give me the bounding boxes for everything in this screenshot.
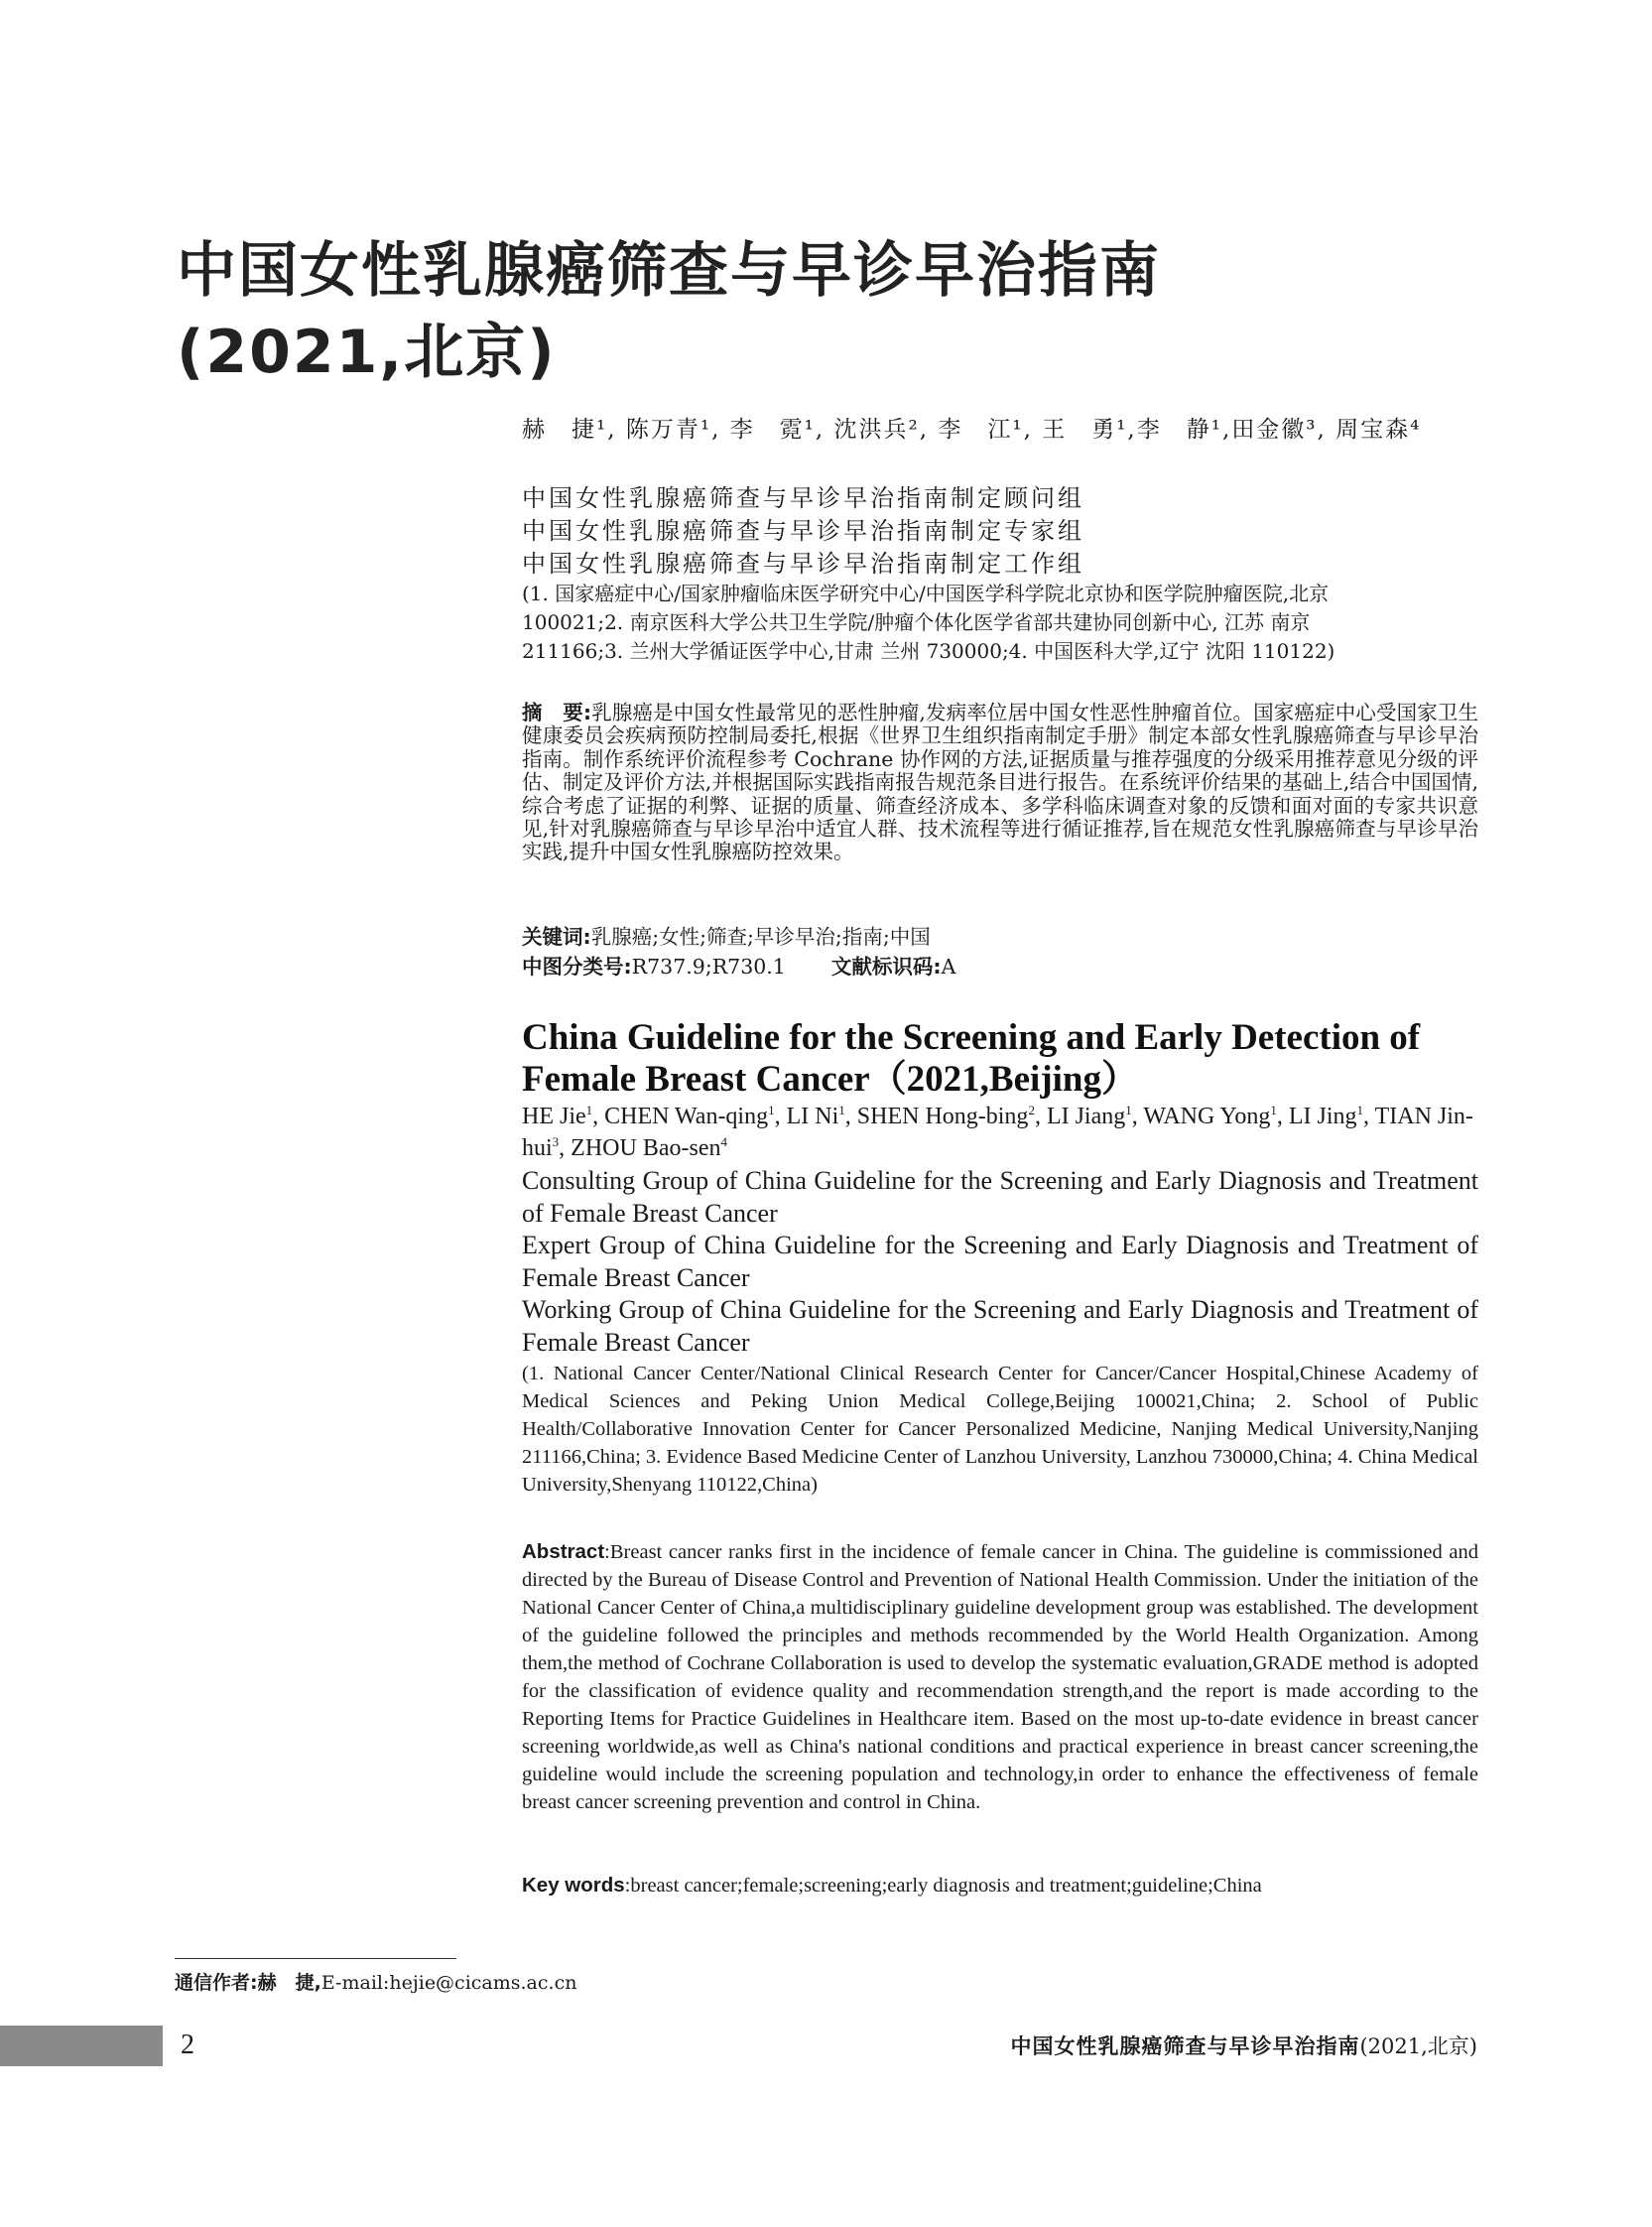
corresponding-author-footnote xyxy=(175,1970,576,1996)
en-group-expert: Expert Group of China Guideline for the Screening and Early Diagnosis and Treatment of Female Breast Cancer xyxy=(522,1231,1478,1292)
en-group-list xyxy=(522,1165,1478,1359)
en-author-list: HE Jie$^1$, CHEN Wan-qing$^1$, LI Ni$^1$, SHEN Hong-bing$^2$, LI Jiang$^1$, WANG Yong$^1$, LI Jing$^1$, TIAN Jin-hui$^3$, ZHOU Bao-sen$^4$ xyxy=(522,1103,1473,1161)
title-line-1: 中国女性乳腺癌筛查与早诊早治指南 xyxy=(177,236,1161,306)
en-author: LI Jiang$^1$ xyxy=(1046,1103,1132,1129)
cn-abstract-text: 乳腺癌是中国女性最常见的恶性肿瘤,发病率位居中国女性恶性肿瘤首位。国家癌症中心受国家卫生健康委员会疾病预防控制局委托,根据《世界卫生组织指南制定手册》制定本部女性乳腺癌筛查与早诊早治指南。制作系统评价流程参考 Cochrane 协作网的方法,证据质量与推荐强度的分级采用推荐意见分级的评估、制定及评价方法,并根据国际实践指南报告规范条目进行报告。在系统评价结果的基础上,结合中国国情,综合考虑了证据的利弊、证据的质量、筛查经济成本、多学科临床调查对象的反馈和面对面的专家共识意见,针对乳腺癌筛查与早诊早治中适宜人群、技术流程等进行循证推荐,旨在规范女性乳腺癌筛查与早诊早治实践,提升中国女性乳腺癌防控效果。 xyxy=(522,701,1479,864)
en-abstract-label: Abstract xyxy=(522,1540,605,1563)
cn-group-expert: 中国女性乳腺癌筛查与早诊早治指南制定专家组 xyxy=(522,517,1084,545)
cn-affiliation-line: (1. 国家癌症中心/国家肿瘤临床医学研究中心/中国医学科学院北京协和医学院肿瘤医院,北京 xyxy=(522,582,1330,605)
en-author: LI Ni$^1$ xyxy=(786,1103,845,1129)
paper-title xyxy=(177,230,1466,393)
footnote-email: E-mail:hejie@cicams.ac.cn xyxy=(320,1972,577,1994)
cn-abstract-label: 摘 要: xyxy=(522,701,592,724)
en-abstract xyxy=(522,1538,1478,1816)
title-line-2: (2021,北京) xyxy=(177,318,557,387)
en-author: SHEN Hong-bing$^2$ xyxy=(856,1103,1035,1129)
cn-classification xyxy=(522,954,1478,980)
doc-code-value: A xyxy=(941,955,956,979)
en-group-working: Working Group of China Guideline for the Screening and Early Diagnosis and Treatment of Female Breast Cancer xyxy=(522,1295,1478,1357)
en-author: CHEN Wan-qing$^1$ xyxy=(604,1103,775,1129)
page-number-bar xyxy=(0,2026,163,2066)
cn-keywords-label: 关键词: xyxy=(522,925,591,949)
running-head xyxy=(1010,2033,1477,2059)
footnote-label: 通信作者:赫 捷, xyxy=(175,1972,321,1994)
cn-keywords xyxy=(522,924,1478,950)
en-author: ZHOU Bao-sen$^4$ xyxy=(571,1134,727,1161)
cn-group-list xyxy=(522,482,1478,581)
cn-classification-label: 中图分类号: xyxy=(522,955,632,979)
cn-affiliation-line: 211166;3. 兰州大学循证医学中心,甘肃 兰州 730000;4. 中国医科大学,辽宁 沈阳 110122) xyxy=(522,639,1335,663)
en-author: LI Jing$^1$ xyxy=(1288,1103,1364,1129)
page-number: 2 xyxy=(181,2030,194,2060)
cn-group-working: 中国女性乳腺癌筛查与早诊早治指南制定工作组 xyxy=(522,550,1084,578)
cn-keywords-text: 乳腺癌;女性;筛查;早诊早治;指南;中国 xyxy=(590,925,931,949)
footnote-divider xyxy=(175,1958,456,1959)
cn-affiliations xyxy=(522,580,1478,666)
en-keywords xyxy=(522,1872,1478,1900)
cn-classification-value: R737.9;R730.1 xyxy=(631,955,786,979)
cn-group-consulting: 中国女性乳腺癌筛查与早诊早治指南制定顾问组 xyxy=(522,484,1084,512)
en-keywords-text: :breast cancer;female;screening;early diagnosis and treatment;guideline;China xyxy=(624,1875,1262,1897)
running-head-title: 中国女性乳腺癌筛查与早诊早治指南 xyxy=(1010,2034,1360,2058)
doc-code-label: 文献标识码: xyxy=(830,955,942,979)
en-title: China Guideline for the Screening and Early Detection of Female Breast Cancer（2021,Beijing） xyxy=(522,1017,1421,1100)
en-group-consulting: Consulting Group of China Guideline for the Screening and Early Diagnosis and Treatment of Female Breast Cancer xyxy=(522,1166,1478,1228)
en-keywords-label: Key words xyxy=(522,1874,625,1897)
en-abstract-text: :Breast cancer ranks first in the incidence of female cancer in China. The guideline is commissioned and directed by the Bureau of Disease Control and Prevention of National Health Commission. Under the initiation of the National Cancer Center of China,a multidisciplinary guideline development group was established. The development of the guideline followed the principles and methods recommended by the World Health Organization. Among them,the method of Cochrane Collaboration is used to develop the systematic evaluation,GRADE method is adopted for the classification of evidence quality and recommendation strength,and the report is made according to the Reporting Items for Practice Guidelines in Healthcare item. Based on the most up-to-date evidence in breast cancer screening worldwide,as well as China's national conditions and practical experience in breast cancer screening,the guideline would include the screening population and technology,in order to enhance the effectiveness of female breast cancer screening prevention and control in China. xyxy=(522,1541,1478,1813)
en-affiliations: (1. National Cancer Center/National Clinical Research Center for Cancer/Cancer Hospital,Chinese Academy of Medical Sciences and Peking Union Medical College,Beijing 100021,China; 2. School of Public Health/Collaborative Innovation Center for Cancer Personalized Medicine, Nanjing Medical University,Nanjing 211166,China; 3. Evidence Based Medicine Center of Lanzhou University, Lanzhou 730000,China; 4. China Medical University,Shenyang 110122,China) xyxy=(522,1363,1478,1496)
cn-affiliation-line: 100021;2. 南京医科大学公共卫生学院/肿瘤个体化医学省部共建协同创新中心, 江苏 南京 xyxy=(522,610,1311,634)
running-head-suffix: (2021,北京) xyxy=(1359,2034,1477,2058)
en-author: TIAN Jin-hui$^3$ xyxy=(522,1104,1473,1161)
cn-author-list: 赫 捷¹, 陈万青¹, 李 霓¹, 沈洪兵², 李 江¹, 王 勇¹,李 静¹,田金徽³, 周宝森⁴ xyxy=(522,417,1422,443)
en-author: HE Jie$^1$ xyxy=(522,1103,593,1129)
en-author: WANG Yong$^1$ xyxy=(1143,1103,1277,1129)
cn-abstract xyxy=(522,702,1478,864)
